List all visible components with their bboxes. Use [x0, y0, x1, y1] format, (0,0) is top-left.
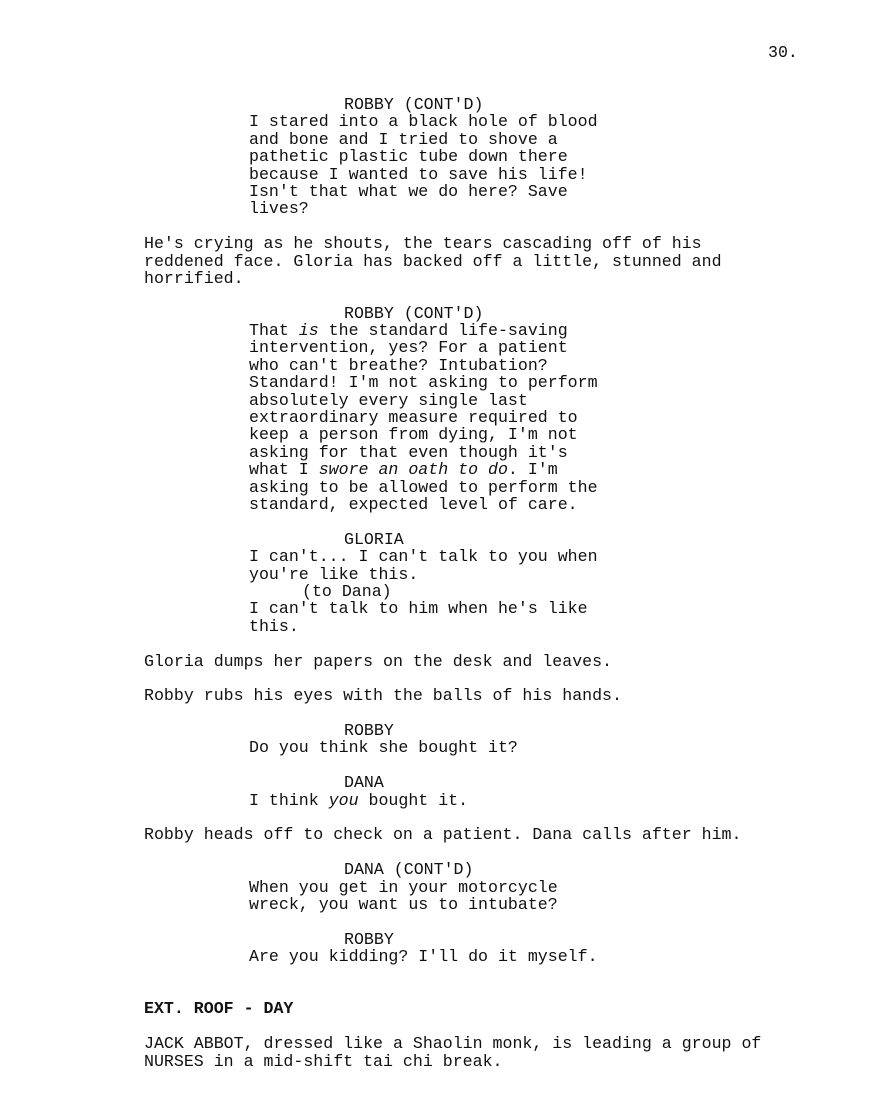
script-content — [144, 96, 814, 1087]
dialogue-line: I can't talk to him when he's like — [249, 599, 588, 619]
dialogue-line: asking to be allowed to perform the — [249, 477, 598, 497]
action-line: Robby heads off to check on a patient. Dana calls after him. — [144, 825, 742, 845]
dialogue-line: who can't breathe? Intubation? — [249, 355, 548, 375]
dialogue-line: extraordinary measure required to — [249, 408, 578, 428]
text-segment: bought it. — [358, 790, 469, 810]
parenthetical: (to Dana) — [302, 581, 392, 601]
dialogue-line: and bone and I tried to shove a — [249, 129, 558, 149]
dialogue-line: lives? — [249, 199, 309, 219]
text-segment: That — [249, 321, 299, 341]
dialogue-line: Standard! I'm not asking to perform — [249, 373, 598, 393]
dialogue-block — [144, 931, 814, 966]
dialogue-line: standard, expected level of care. — [249, 494, 578, 514]
dialogue-block — [144, 861, 814, 913]
scene-heading: EXT. ROOF - DAY — [144, 999, 294, 1019]
dialogue-line: pathetic plastic tube down there — [249, 147, 568, 167]
action-line: Robby rubs his eyes with the balls of his hands. — [144, 686, 622, 706]
action-block — [144, 1035, 814, 1070]
action-line: reddened face. Gloria has backed off a little, stunned and — [144, 251, 722, 271]
action-block — [144, 235, 814, 287]
character-name: ROBBY — [344, 929, 394, 949]
dialogue-line: keep a person from dying, I'm not — [249, 425, 578, 445]
dialogue-line: Isn't that what we do here? Save — [249, 181, 568, 201]
action-line: JACK ABBOT, dressed like a Shaolin monk, is leading a group of — [144, 1034, 762, 1054]
action-line: Gloria dumps her papers on the desk and leaves. — [144, 651, 613, 671]
dialogue-line — [144, 792, 814, 809]
dialogue-line: because I wanted to save his life! — [249, 164, 588, 184]
dialogue-line: absolutely every single last — [249, 390, 528, 410]
character-name: GLORIA — [344, 529, 404, 549]
emphasis-text: swore an oath to do — [318, 460, 508, 480]
dialogue-line: Are you kidding? I'll do it myself. — [249, 947, 598, 967]
dialogue-line: intervention, yes? For a patient — [249, 338, 568, 358]
dialogue-line: Do you think she bought it? — [249, 738, 518, 758]
action-block — [144, 653, 814, 670]
character-name: ROBBY (CONT'D) — [344, 303, 484, 323]
page-number: 30. — [768, 43, 798, 62]
action-line: horrified. — [144, 268, 244, 288]
dialogue-block — [144, 722, 814, 757]
dialogue-line: I can't... I can't talk to you when — [249, 547, 598, 567]
dialogue-block — [144, 305, 814, 514]
dialogue-line — [144, 461, 814, 478]
dialogue-line: When you get in your motorcycle — [249, 877, 558, 897]
dialogue-line: I stared into a black hole of blood — [249, 112, 598, 132]
dialogue-block — [144, 96, 814, 218]
text-segment: I think — [249, 790, 329, 810]
action-line: NURSES in a mid-shift tai chi break. — [144, 1051, 503, 1071]
dialogue-line: you're like this. — [249, 564, 419, 584]
text-segment: . I'm — [507, 460, 558, 480]
dialogue-line — [144, 322, 814, 339]
character-name: DANA — [344, 773, 384, 793]
character-name: DANA (CONT'D) — [344, 860, 474, 880]
dialogue-block — [144, 531, 814, 635]
action-line: He's crying as he shouts, the tears cascading off of his — [144, 234, 702, 254]
dialogue-line: asking for that even though it's — [249, 442, 568, 462]
emphasis-text: is — [298, 321, 319, 341]
action-block — [144, 687, 814, 704]
action-block — [144, 826, 814, 843]
dialogue-line: this. — [249, 616, 299, 636]
emphasis-text: you — [328, 790, 359, 810]
dialogue-line: wreck, you want us to intubate? — [249, 894, 558, 914]
character-name: ROBBY — [344, 721, 394, 741]
text-segment: what I — [249, 460, 319, 480]
dialogue-block — [144, 774, 814, 809]
text-segment: the standard life-saving — [318, 321, 568, 341]
character-name: ROBBY (CONT'D) — [344, 95, 484, 114]
